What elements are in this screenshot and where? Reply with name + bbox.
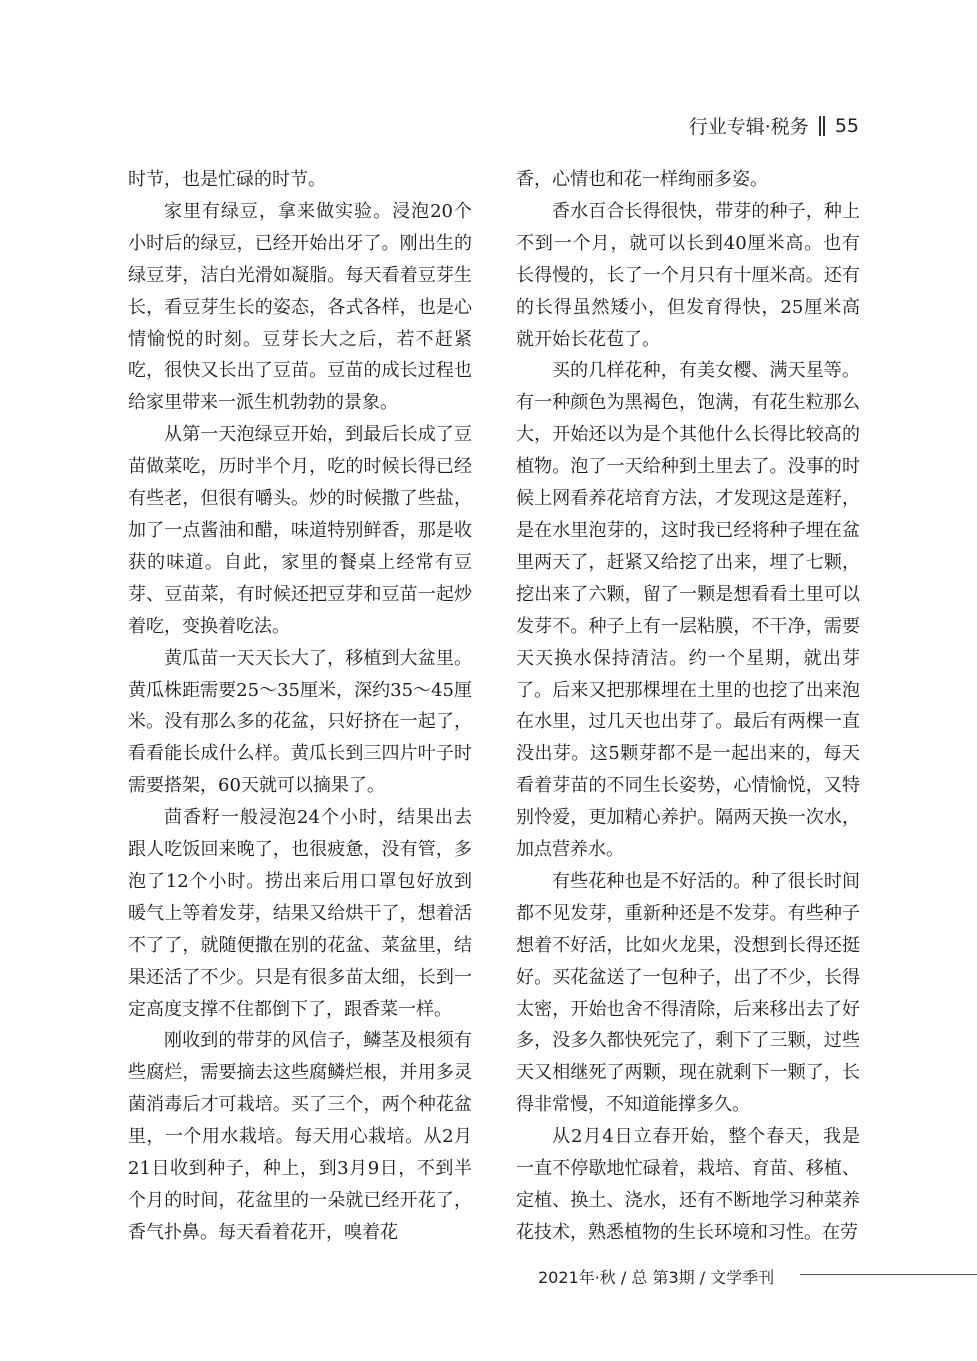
paragraph: 香，心情也和花一样绚丽多姿。: [516, 169, 768, 190]
paragraph: 从2月4日立春开始，整个春天，我是一直不停歇地忙碌着，栽培、育苗、移植、定植、换土、浇水，还有不断地学习种菜养花技术，熟悉植物的生长环境和习性。在劳: [516, 1126, 860, 1243]
paragraph: 香水百合长得很快，带芽的种子，种上不到一个月，就可以长到40厘米高。也有长得慢的，长了一个月只有十厘米高。还有的长得虽然矮小，但发育得快，25厘米高就开始长花苞了。: [516, 200, 860, 350]
page-number: 55: [834, 114, 859, 137]
footer-rule: [800, 1274, 977, 1275]
section-title: 行业专辑·税务: [688, 116, 809, 138]
paragraph: 黄瓜苗一天天长大了，移植到大盆里。黄瓜株距需要25～35厘米，深约35～45厘米。没有那么多的花盆，只好挤在一起了，看看能长成什么样。黄瓜长到三四片叶子时需要搭架，60天就可以摘果了。: [128, 647, 472, 797]
paragraph: 从第一天泡绿豆开始，到最后长成了豆苗做菜吃，历时半个月，吃的时候长得已经有些老，但很有嚼头。炒的时候撒了些盐，加了一点酱油和醋，味道特别鲜香，那是收获的味道。自此，家里的餐桌上经常有豆芽、豆苗菜，有时候还把豆芽和豆苗一起炒着吃，变换着吃法。: [128, 424, 472, 637]
left-column: [128, 164, 472, 1249]
header-separator: [819, 116, 825, 136]
paragraph: 买的几样花种，有美女樱、满天星等。有一种颜色为黑褐色，饱满，有花生粒那么大，开始还以为是个其他什么长得比较高的植物。泡了一天给种到土里去了。没事的时候上网看养花培育方法，才发现这是莲籽，是在水里泡芽的，这时我已经将种子埋在盆里两天了，赶紧又给挖了出来，埋了七颗，挖出来了六颗，留了一颗是想看看土里可以发芽不。种子上有一层粘膜，不干净，需要天天换水保持清洁。约一个星期，就出芽了。后来又把那棵埋在土里的也挖了出来泡在水里，过几天也出芽了。最后有两棵一直没出芽。这5颗芽都不是一起出来的，每天看着芽苗的不同生长姿势，心情愉悦，又特别怜爱，更加精心养护。隔两天换一次水，加点营养水。: [516, 360, 860, 861]
paragraph: 有些花种也是不好活的。种了很长时间都不见发芽，重新种还是不发芽。有些种子想着不好活，比如火龙果，没想到长得还挺好。买花盆送了一包种子，出了不少，长得太密，开始也舍不得清除，后来移出去了好多，没多久都快死完了，剩下了三颗，过些天又相继死了两颗，现在就剩下一颗了，长得非常慢，不知道能撑多久。: [516, 870, 860, 1116]
right-column: [516, 164, 860, 1249]
footer-issue-info: 2021年·秋 / 总 第3期 / 文学季刊: [538, 1268, 775, 1287]
running-head: [689, 112, 859, 139]
paragraph: 茴香籽一般浸泡24个小时，结果出去跟人吃饭回来晚了，也很疲惫，没有管，多泡了12个小时。捞出来后用口罩包好放到暖气上等着发芽，结果又给烘干了，想着活不了了，就随便撒在别的花盆、菜盆里，结果还活了不少。只是有很多苗太细，长到一定高度支撑不住都倒下了，跟香菜一样。: [128, 807, 472, 1020]
paragraph: 家里有绿豆，拿来做实验。浸泡20个小时后的绿豆，已经开始出牙了。刚出生的绿豆芽，洁白光滑如凝脂。每天看着豆芽生长，看豆芽生长的姿态，各式各样，也是心情愉悦的时刻。豆芽长大之后，若不赶紧吃，很快又长出了豆苗。豆苗的成长过程也给家里带来一派生机勃勃的景象。: [128, 200, 472, 414]
paragraph: 刚收到的带芽的风信子，鳞茎及根须有些腐烂，需要摘去这些腐鳞烂根，并用多灵菌消毒后才可栽培。买了三个，两个种花盆里，一个用水栽培。每天用心栽培。从2月21日收到种子，种上，到3月9日，不到半个月的时间，花盆里的一朵就已经开花了，香气扑鼻。每天看着花开，嗅着花: [128, 1030, 472, 1243]
paragraph: 时节，也是忙碌的时节。: [128, 169, 326, 190]
